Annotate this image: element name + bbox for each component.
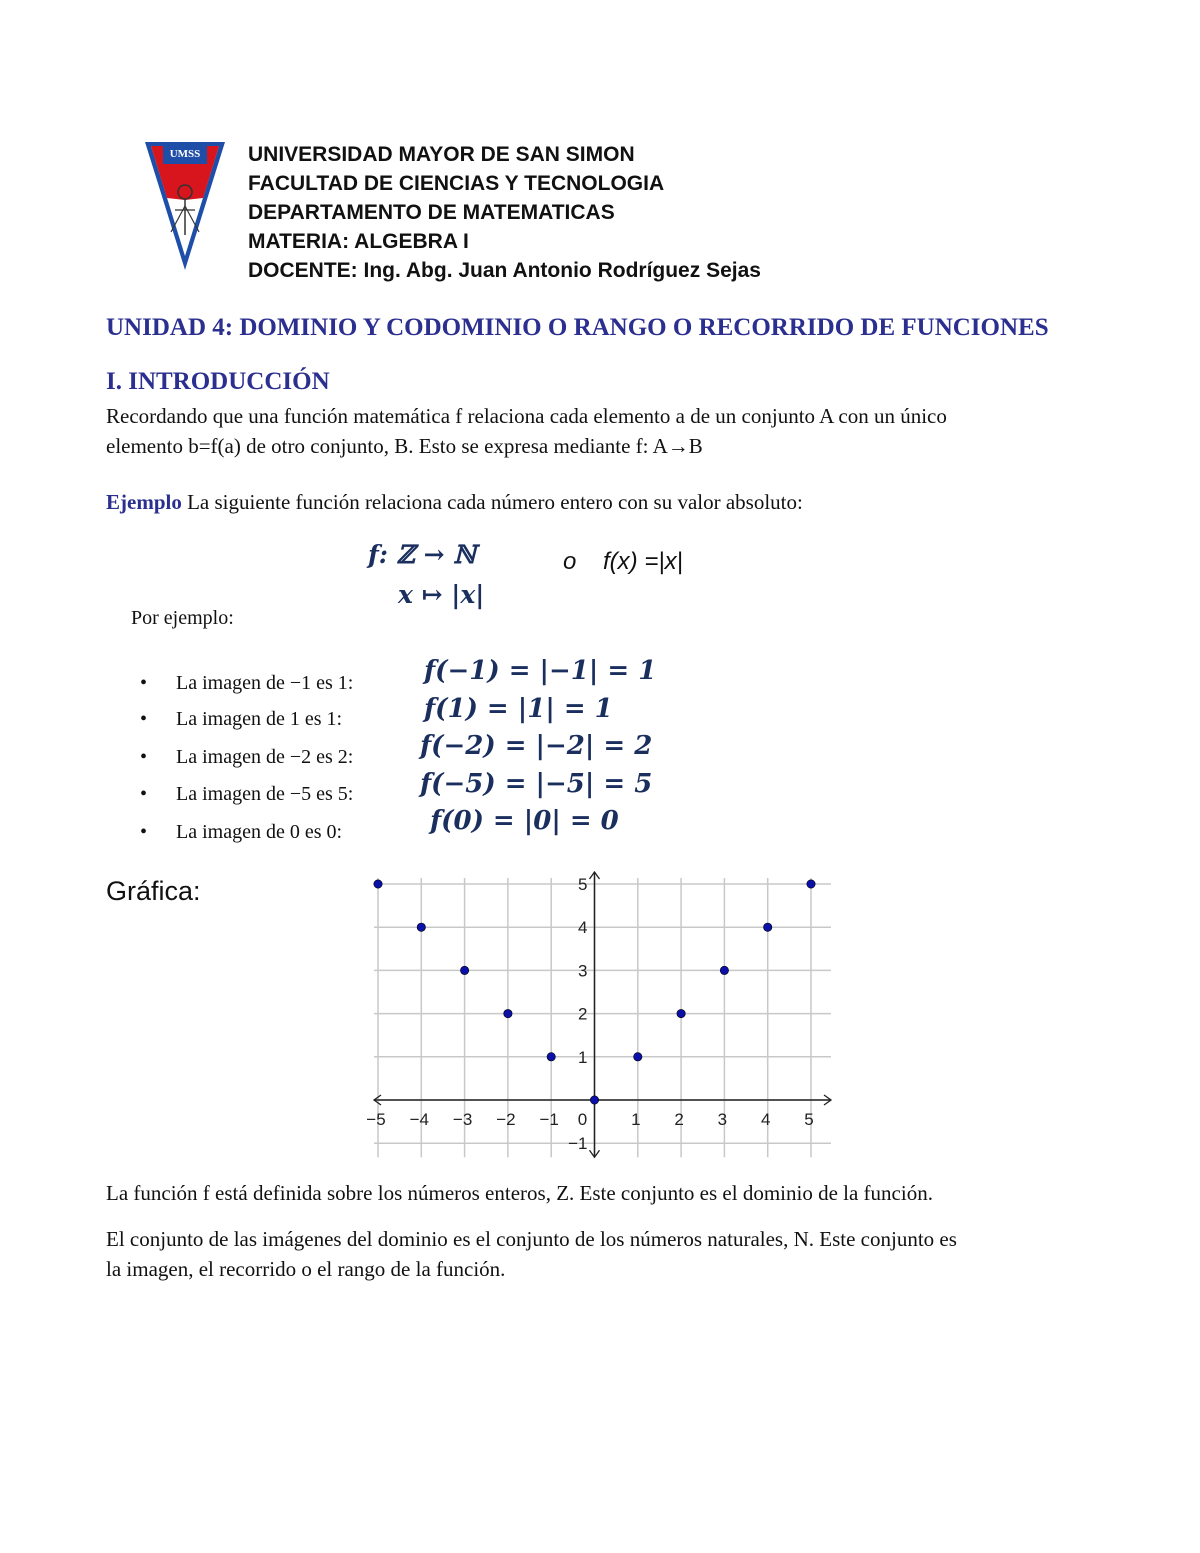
- y-tick-label: −1: [568, 1134, 588, 1154]
- teacher-name: DOCENTE: Ing. Abg. Juan Antonio Rodríguez Sejas: [248, 259, 761, 282]
- grafica-label: Gráfica:: [106, 876, 201, 906]
- data-point: [547, 1053, 555, 1061]
- x-tick-label: 4: [760, 1110, 771, 1129]
- data-point: [764, 923, 772, 931]
- list-item: • La imagen de 0 es 0:: [140, 821, 343, 843]
- department-name: DEPARTAMENTO DE MATEMATICAS: [248, 201, 615, 224]
- bullet-text: La imagen de 1 es 1:: [176, 708, 343, 730]
- y-tick-label: 3: [578, 961, 588, 981]
- function-graph: [360, 866, 840, 1166]
- umss-logo: [145, 140, 225, 272]
- x-tick-label: −3: [452, 1110, 473, 1129]
- function-mapping: f: ℤ → ℕ: [368, 540, 477, 569]
- x-tick-label: −1: [539, 1110, 559, 1129]
- bullet-text: La imagen de 0 es 0:: [176, 821, 343, 843]
- x-tick-label: 3: [717, 1110, 728, 1129]
- data-point: [460, 966, 468, 974]
- por-ejemplo-label: Por ejemplo:: [131, 607, 234, 629]
- subject-name: MATERIA: ALGEBRA I: [248, 230, 469, 253]
- example-text: La siguiente función relaciona cada número entero con su valor absoluto:: [181, 490, 803, 514]
- intro-line-1: Recordando que una función matemática f relaciona cada elemento a de un conjunto A con un único: [106, 404, 947, 428]
- example-paragraph: [106, 490, 803, 515]
- x-tick-label: 5: [804, 1110, 814, 1129]
- example-label: Ejemplo: [106, 490, 182, 514]
- data-point: [634, 1053, 642, 1061]
- list-item: • La imagen de −5 es 5:: [140, 783, 354, 805]
- data-point: [417, 923, 425, 931]
- y-tick-label: 5: [578, 875, 588, 894]
- data-point: [720, 966, 728, 974]
- unit-title: UNIDAD 4: DOMINIO Y CODOMINIO O RANGO O RECORRIDO DE FUNCIONES: [106, 314, 1049, 341]
- or-text: o: [563, 548, 577, 575]
- data-point: [807, 880, 815, 888]
- bullet-formula: f(1) = |1| = 1: [424, 694, 613, 724]
- x-tick-label: −4: [409, 1110, 429, 1129]
- conclusion-paragraph-2-line-1: El conjunto de las imágenes del dominio es el conjunto de los números naturales, N. Este conjunto es: [106, 1227, 957, 1251]
- function-formula: f(x) =|x|: [603, 548, 683, 575]
- conclusion-paragraph-1: La función f está definida sobre los números enteros, Z. Este conjunto es el dominio de la función.: [106, 1181, 933, 1205]
- y-tick-label: 2: [578, 1004, 588, 1024]
- data-point: [677, 1009, 685, 1017]
- function-assignment: x ↦ |x|: [398, 580, 485, 609]
- conclusion-paragraph-2-line-2: la imagen, el recorrido o el rango de la función.: [106, 1257, 506, 1281]
- data-point: [590, 1096, 598, 1104]
- x-tick-label: 1: [631, 1110, 641, 1129]
- intro-line-2: elemento b=f(a) de otro conjunto, B. Esto se expresa mediante f: A→B: [106, 434, 703, 458]
- x-tick-label: −5: [366, 1110, 386, 1129]
- bullet-formula: f(−1) = |−1| = 1: [424, 656, 657, 686]
- faculty-name: FACULTAD DE CIENCIAS Y TECNOLOGIA: [248, 172, 665, 195]
- bullet-formula: f(0) = |0| = 0: [430, 806, 619, 836]
- section-title: I. INTRODUCCIÓN: [106, 368, 330, 395]
- x-tick-label: 2: [674, 1110, 684, 1129]
- bullet-formula: f(−5) = |−5| = 5: [420, 769, 653, 799]
- bullet-text: La imagen de −5 es 5:: [176, 783, 354, 805]
- y-tick-label: 4: [578, 918, 588, 938]
- x-tick-label: −2: [496, 1110, 516, 1129]
- list-item: • La imagen de 1 es 1:: [140, 708, 343, 730]
- logo-text: UMSS: [169, 148, 201, 160]
- list-item: • La imagen de −1 es 1:: [140, 672, 354, 694]
- list-item: • La imagen de −2 es 2:: [140, 746, 354, 768]
- bullet-text: La imagen de −2 es 2:: [176, 746, 354, 768]
- data-point: [504, 1009, 512, 1017]
- x-tick-label: 0: [577, 1110, 588, 1129]
- bullet-text: La imagen de −1 es 1:: [176, 672, 354, 694]
- university-name: UNIVERSIDAD MAYOR DE SAN SIMON: [248, 143, 635, 166]
- bullet-formula: f(−2) = |−2| = 2: [420, 731, 653, 761]
- data-point: [374, 880, 382, 888]
- y-tick-label: 1: [578, 1047, 588, 1067]
